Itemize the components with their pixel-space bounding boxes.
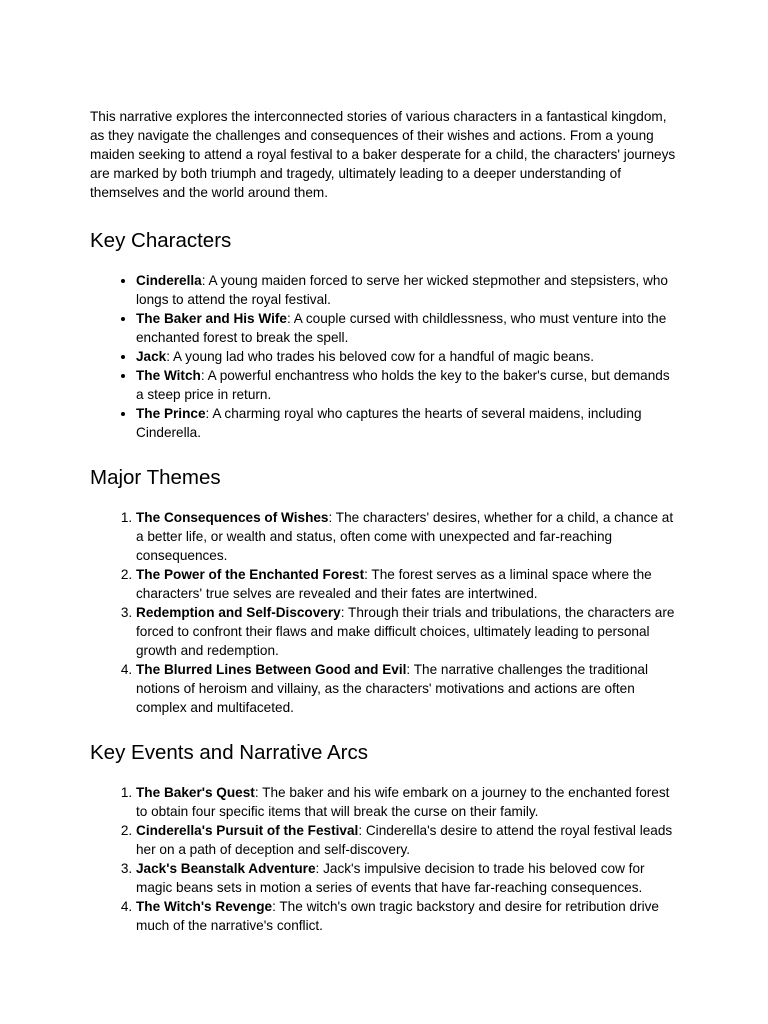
item-term: Cinderella xyxy=(136,273,202,288)
list-item xyxy=(136,859,680,897)
list-item xyxy=(136,821,680,859)
key-characters-heading: Key Characters xyxy=(90,229,232,252)
list-item xyxy=(136,404,680,442)
item-description: : A couple cursed with childlessness, who must venture into the enchanted forest to break the spell. xyxy=(136,311,667,345)
key-events-heading: Key Events and Narrative Arcs xyxy=(90,741,369,764)
item-description: : The baker and his wife embark on a journey to the enchanted forest to obtain four specific items that will break the curse on their family. xyxy=(136,785,670,819)
item-description: : The forest serves as a liminal space where the characters' true selves are revealed and their fates are intertwined. xyxy=(136,567,652,601)
list-item xyxy=(136,897,680,935)
item-term: The Blurred Lines Between Good and Evil xyxy=(136,662,407,677)
item-term: The Baker's Quest xyxy=(136,785,255,800)
list-item xyxy=(136,508,680,565)
intro-paragraph: This narrative explores the interconnected stories of various characters in a fantastical kingdom, as they navigate the challenges and consequences of their wishes and actions. From a young maiden seeking to attend a royal festival to a baker desperate for a child, the characters' journeys are marked by both triumph and tragedy, ultimately leading to a deeper understanding of themselves and the world around them. xyxy=(90,109,676,200)
item-term: Jack's Beanstalk Adventure xyxy=(136,861,316,876)
key-characters-list xyxy=(90,271,680,442)
item-description: : A young lad who trades his beloved cow for a handful of magic beans. xyxy=(166,349,594,364)
item-description: : A powerful enchantress who holds the key to the baker's curse, but demands a steep price in return. xyxy=(136,368,670,402)
item-term: The Consequences of Wishes xyxy=(136,510,329,525)
list-item xyxy=(136,271,680,309)
major-themes-heading: Major Themes xyxy=(90,466,221,489)
list-item xyxy=(136,565,680,603)
list-item xyxy=(136,783,680,821)
item-term: The Witch's Revenge xyxy=(136,899,273,914)
item-description: : Cinderella's desire to attend the royal festival leads her on a path of deception and self-discovery. xyxy=(136,823,673,857)
item-description: : A young maiden forced to serve her wicked stepmother and stepsisters, who longs to attend the royal festival. xyxy=(136,273,668,307)
item-description: : The witch's own tragic backstory and desire for retribution drive much of the narrative's conflict. xyxy=(136,899,659,933)
item-term: The Prince xyxy=(136,406,206,421)
item-term: Jack xyxy=(136,349,167,364)
major-themes-list xyxy=(90,508,680,717)
item-description: : Through their trials and tribulations, the characters are forced to confront their flaws and make difficult choices, ultimately leading to personal growth and redemption. xyxy=(136,605,675,658)
item-term: The Baker and His Wife xyxy=(136,311,287,326)
list-item xyxy=(136,603,680,660)
list-item xyxy=(136,660,680,717)
item-term: Redemption and Self-Discovery xyxy=(136,605,341,620)
list-item xyxy=(136,347,680,366)
item-description: : The narrative challenges the traditional notions of heroism and villainy, as the characters' motivations and actions are often complex and multifaceted. xyxy=(136,662,648,715)
list-item xyxy=(136,309,680,347)
item-term: Cinderella's Pursuit of the Festival xyxy=(136,823,359,838)
item-term: The Power of the Enchanted Forest xyxy=(136,567,365,582)
key-events-list xyxy=(90,783,680,935)
item-term: The Witch xyxy=(136,368,201,383)
item-description: : A charming royal who captures the hearts of several maidens, including Cinderella. xyxy=(136,406,642,440)
list-item xyxy=(136,366,680,404)
item-description: : Jack's impulsive decision to trade his beloved cow for magic beans sets in motion a series of events that have far-reaching consequences. xyxy=(136,861,645,895)
item-description: : The characters' desires, whether for a child, a chance at a better life, or wealth and status, often come with unexpected and far-reaching consequences. xyxy=(136,510,674,563)
